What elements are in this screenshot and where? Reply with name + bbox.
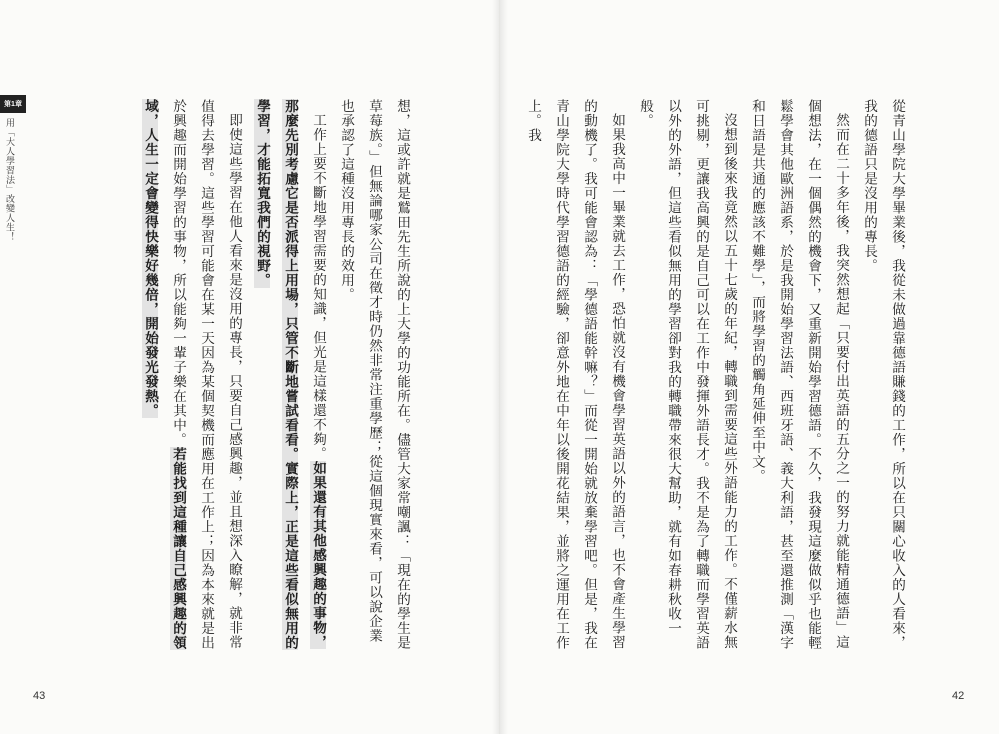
paragraph [248,99,332,655]
body-text: 沒想到後來我竟然以五十七歲的年紀，轉職到需要這些外語能力的工作。不僅薪水無可挑剔，更讓我高興的是自己可以在工作中發揮外語長才。我不是為了轉職而學習英語以外的外語，但這些看似無用的學習卻對我的轉職帶來很大幫助，就有如春耕秋收一般。 [637,99,737,650]
paragraph [332,99,416,655]
body-text: 想，這或許就是鷲田先生所說的上大學的功能所在。儘管大家常嘲諷：「現在的學生是草莓族。」但無論哪家公司在徵才時仍然非常注重學歷；從這個現實來看，可以說企業也承認了這種沒用專長的效用。 [338,99,410,650]
paragraph [136,99,248,655]
page-number-right: 42 [952,690,965,702]
right-body-text [525,99,911,655]
left-body-text [116,99,416,655]
page-number-left: 43 [33,690,46,702]
body-text: 工作上要不斷地學習需要的知識，但光是這樣還不夠。 [310,112,326,461]
body-text: 即使這些學習在他人看來是沒用的專長，只要自己感興趣，並且想深入瞭解，就非常值得去學習。這些學習可能會在某一天因為某個契機而應用在工作上；因為本來就是出於興趣而開始學習的事物，所以能夠一輩子樂在其中。 [170,99,242,650]
body-text: 從青山學院大學畢業後，我從未做過靠德語賺錢的工作，所以在只關心收入的人看來，我的德語只是沒用的專長。 [861,99,905,650]
body-text: 如果我高中一畢業就去工作，恐怕就沒有機會學習英語以外的語言，也不會產生學習的動機了。我可能會認為：「學德語能幹嘛？」而從一開始就放棄學習吧。但是，我在青山學院大學時代學習德語的經驗，卻意外地在中年以後開花結果，並將之運用在工作上。我 [525,99,625,650]
paragraph [743,99,855,655]
paragraph [855,99,911,655]
book-gutter [492,0,508,734]
emphasis-text: 若能找到這種讓自己感興趣的領域，人生一定會變得快樂好幾倍，開始發光發熱。 [142,99,186,650]
paragraph [631,99,743,655]
running-head: 用「大人學習法」改變人生！ [5,118,15,242]
chapter-tab: 第1章 [0,95,26,113]
paragraph [519,99,631,655]
emphasis-text: 如果還有其他感興趣的事物，那麼先別考慮它是否派得上用場，只管不斷地嘗試看看。實際上，正是這些看似無用的學習，才能拓寬我們的視野。 [254,99,326,650]
body-text: 然而在二十多年後，我突然想起「只要付出英語的五分之一的努力就能精通德語」這個想法，在一個偶然的機會下，又重新開始學習德語。不久，我發現這麼做似乎也能輕鬆學會其他歐洲語系，於是我開始學習法語、西班牙語、義大利語，甚至還推測「漢字和日語是共通的應該不難學」，而將學習的觸角延伸至中文。 [749,99,849,650]
